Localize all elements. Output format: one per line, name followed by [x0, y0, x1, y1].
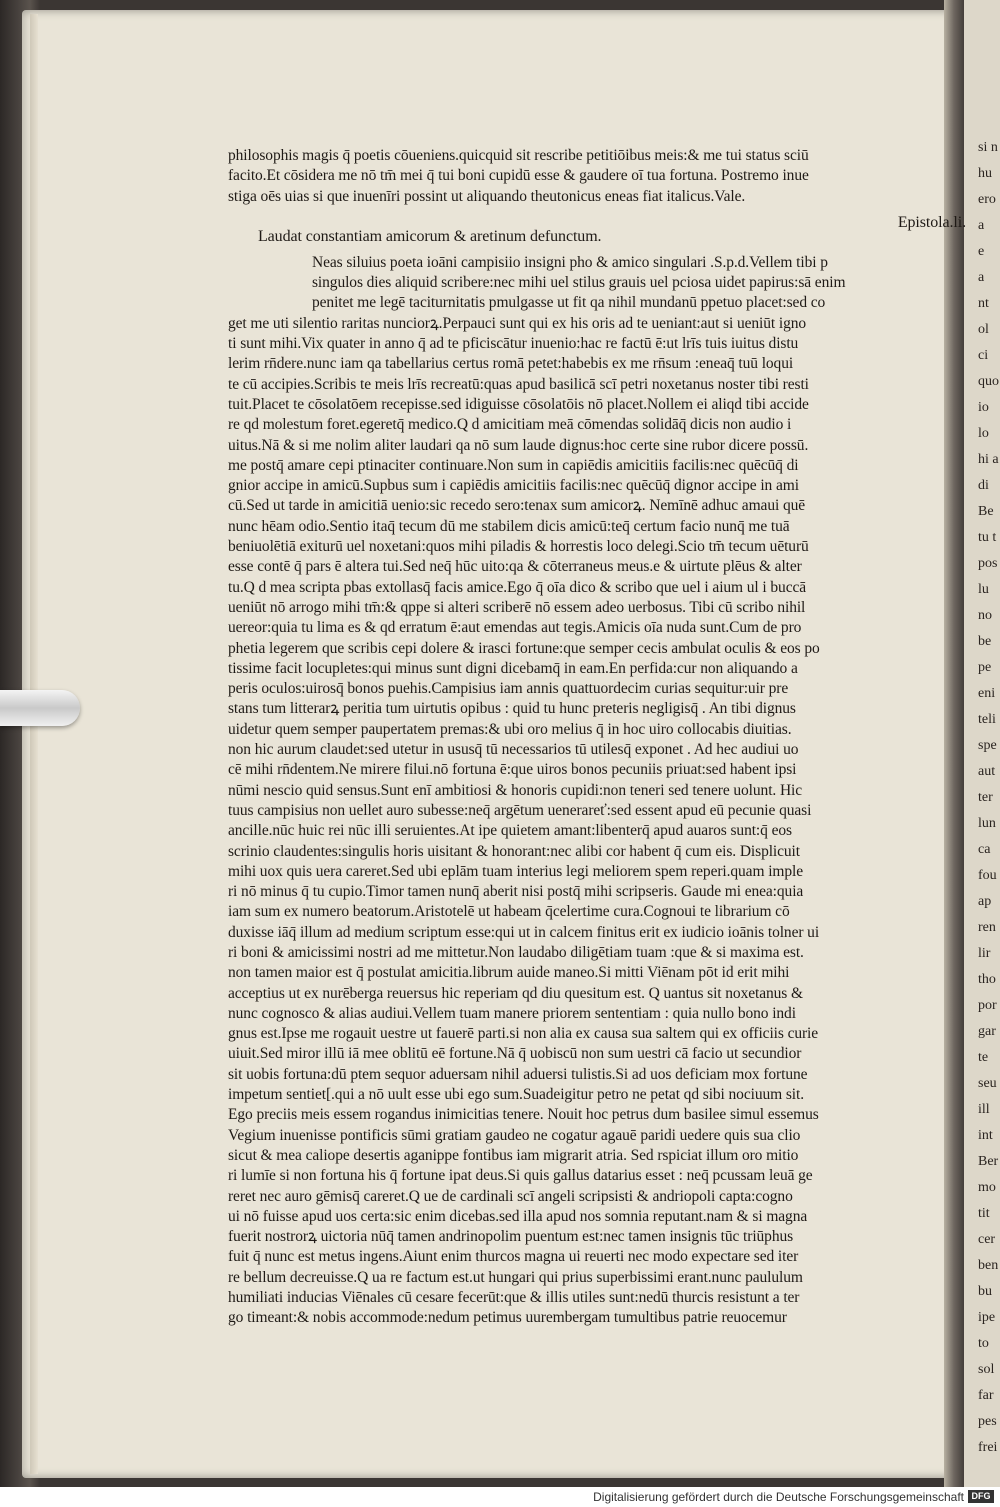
- text-line: facito.Et cōsidera me nō tm̄ mei q̄ tui boni cupidū esse & gaudere oī tua fortuna. Postremo inue: [228, 167, 809, 185]
- facing-page-fragment: far: [978, 1388, 994, 1403]
- letter-body: [228, 253, 948, 1329]
- epistola-number: Epistola.li.: [897, 213, 966, 231]
- text-line: cū.Sed ut tarde in amicitiā uenio:sic recedo sero:tenax sum amicorꝝ. Nemīnē adhuc amaui quē: [228, 497, 806, 515]
- text-line: phetia legerem que scribis cepi dolere & irasci fortune:que semper cecis ambulat oculis & eos po: [228, 639, 820, 657]
- facing-page-fragment: no: [978, 608, 992, 623]
- text-line: sicut & mea caliope desertis aganippe fontibus iam migrarit atria. Sed rspiciat illum oro mitio: [228, 1146, 799, 1164]
- facing-page-fragment: nt: [978, 296, 989, 311]
- facing-page-fragment: si n: [978, 140, 998, 155]
- text-line: cē mihi rn̄dentem.Ne mirere filui.nō fortuna ē:que uiros bonos pecuniis priuat:sed habent ipsi: [228, 761, 797, 779]
- facing-page-fragment: ter: [978, 790, 993, 805]
- text-line: Vegium inuenisse pontificis sūmi gratiam gaudeo ne cogatur agauē paridi uedere quis sua clio: [228, 1126, 801, 1144]
- text-line: non hic aurum claudet:sed utetur in ususq̄ tū necessarios tū utilesq̄ exponet . Ad hec audiui uo: [228, 741, 799, 759]
- facing-page-fragment: tit: [978, 1206, 990, 1221]
- facing-page-fragment: pes: [978, 1414, 997, 1429]
- text-line: re qd molestum foret.egeretq̄ medico.Q d amicitiam meā cōmendas solidāq̄ dicis non audio i: [228, 416, 792, 434]
- text-line: lerim rn̄dere.nunc iam qa tabellarius certus romā petet:habebis ex me rn̄sum :eneaq̄ tuū loqui: [228, 355, 794, 373]
- facing-page-fragment: ipe: [978, 1310, 996, 1325]
- facing-page-fragment: hi a: [978, 452, 999, 467]
- text-line: Neas siluius poeta ioāni campisiio insigni pho & amico singulari .S.p.d.Vellem tibi p: [312, 253, 828, 271]
- facing-page-fragment: io: [978, 400, 989, 415]
- facing-page-fragment: aut: [978, 764, 996, 779]
- facing-page-fragment: ero: [978, 192, 996, 207]
- facing-page-fragment: lir: [978, 946, 991, 961]
- text-line: re bellum decreuisse.Q ua re factum est.ut hungari qui prius superbissimi erant.nunc paululum: [228, 1268, 803, 1286]
- facing-page-fragment: e: [978, 244, 985, 259]
- letter-heading: [228, 213, 966, 253]
- text-line: nunc cognosco & alias audiui.Vellem tuam manere priorem sententiam : quia nullo bono indi: [228, 1004, 796, 1022]
- text-line: fuerit nostrorꝝ uictoria nūq̄ tamen andrinopolim puentum est:nec tamen insignis tūc triūphus: [228, 1228, 794, 1246]
- text-line: stiga oēs uias si que inuenīri possint ut aliquando theutonicus eneas fiat italicus.Vale.: [228, 187, 746, 205]
- facing-page-fragment: seu: [978, 1076, 997, 1091]
- facing-page-fragment: pe: [978, 660, 992, 675]
- facing-page-fragment: a: [978, 270, 985, 285]
- facing-page-fragment: tho: [978, 972, 996, 987]
- text-line: fuit q̄ nunc est metus ingens.Aiunt enim thurcos magna ui reuerti nec modo expectare sed iter: [228, 1248, 799, 1266]
- text-line: humiliati inducias Viēnales cū cesare fecerūt:que & illis utiles sunt:nedū thurcis resistunt a ter: [228, 1289, 800, 1307]
- text-line: gnus est.Ipse me rogauit uestre ut fauerē parti.si non alia ex causa sua saltem qui ex officiis curie: [228, 1025, 819, 1043]
- facing-page-fragment: eni: [978, 686, 996, 701]
- facing-page-fragment: ci: [978, 348, 989, 363]
- text-line: duxisse iāq̄ illum ad medium scriptum esse:qui ut in calcem finitus erit ex iudicio ioānis tolner ui: [228, 923, 820, 941]
- text-line: uereor:quia tu lima es & qd erratum ē:aut emendas aut tegis.Amicis oīa nuda sunt.Cum de pro: [228, 619, 802, 637]
- digitization-footer: [0, 1487, 1000, 1507]
- footer-credit: Digitalisierung gefördert durch die Deutsche Forschungsgemeinschaft: [593, 1490, 964, 1504]
- text-line: ancille.nūc huic rei nūc illi seruientes.At ipe quietem amant:libenterq̄ apud auaros sunt:q̄ eos: [228, 822, 792, 840]
- text-line: ti sunt mihi.Vix quater in anno q̄ ad te pficiscātur inuenio:hac re factū ē:ut lrīs tuis iuitus distu: [228, 335, 799, 353]
- facing-page-fragment: lu: [978, 582, 989, 597]
- facing-page-fragment: pos: [978, 556, 998, 571]
- text-line: ueniūt nō arrogo mihi tm̄:& qppe si alteri scriberē nō essem adeo uerbosus. Tibi cū scribo nihil: [228, 598, 806, 616]
- facing-page-fragment: mo: [978, 1180, 996, 1195]
- facing-page-fragment: fou: [978, 868, 997, 883]
- text-line: ri nō minus q̄ tu cupio.Timor tamen nunq̄ aberit nisi postq̄ mihi scripseris. Gaude mi enea:quia: [228, 883, 804, 901]
- text-line: penitet me legē taciturnitatis pmulgasse ut fit qa nihil mundanū ppetuo placet:sed co: [312, 294, 826, 312]
- facing-page-fragment: por: [978, 998, 997, 1013]
- text-line: ui nō fuisse apud uos certa:sic enim dicebas.sed illa apud nos somnia reputant.nam & si magna: [228, 1207, 808, 1225]
- facing-page-edge: [964, 0, 1000, 1487]
- facing-page-fragment: to: [978, 1336, 989, 1351]
- text-line: uidetur quem semper paupertatem premas:& ubi oro melius q̄ in hoc uiro collocabis diuitias.: [228, 720, 792, 738]
- text-line: philosophis magis q̄ poetis cōueniens.quicquid sit rescribe petitiōibus meis:& me tui status sciū: [228, 147, 809, 164]
- text-line: tissime facit locupletes:qui minus sunt digni dicebamq̄ in eam.En perfida:cur non aliquando a: [228, 659, 798, 677]
- text-line: go timeant:& nobis accommode:nedum petimus uurembergam tumultibus patrie reuocemur: [228, 1309, 787, 1327]
- page-stack-edge: [30, 14, 38, 1474]
- text-line: acceptius ut ex nurēberga reuersus hic reperiam qd diu quesitum est. Q uantus sit noxetanus &: [228, 984, 803, 1002]
- facing-page-fragment: lo: [978, 426, 989, 441]
- text-line: tuus campisius non uellet auro subesse:neq̄ argētum uenerareť:sed essent apud eū pecunie quasi: [228, 801, 812, 819]
- text-line: esse contē q̄ pars ē altera tui.Sed neq̄ hūc uito:qa & cōterraneus meus.e & uirtute plēus & alter: [228, 558, 802, 576]
- facing-page-fragment: sol: [978, 1362, 995, 1377]
- facing-page-fragment: ill: [978, 1102, 990, 1117]
- facing-page-fragment: Be: [978, 504, 994, 519]
- facing-page-fragment: ren: [978, 920, 996, 935]
- text-line: uitus.Nā & si me nolim aliter laudari qa nō sum laude dignus:hoc certe sine rubor dicere possū.: [228, 436, 809, 454]
- facing-page-fragment: te: [978, 1050, 989, 1065]
- facing-page-fragment: ol: [978, 322, 989, 337]
- facing-page-fragment: a: [978, 218, 985, 233]
- letter-text: [228, 146, 966, 1329]
- facing-page-fragment: hu: [978, 166, 992, 181]
- text-line: impetum sentiet[.qui a nō uult esse ubi ego sum.Suadeigitur petro ne petat qd sibi nociuum sit.: [228, 1086, 804, 1104]
- facing-page-fragment: gar: [978, 1024, 996, 1039]
- text-line: stans tum litterarꝝ peritia tum uirtutis opibus : quid tu hunc preteris negligisq̄ . An tibi dignus: [228, 700, 796, 718]
- facing-page-fragment: di: [978, 478, 989, 493]
- text-line: iam sum ex numero beatorum.Aristotelē ut habeam q̄celertime cura.Cognoui te librarium cō: [228, 903, 790, 921]
- facing-page-fragment: ap: [978, 894, 992, 909]
- facing-page-fragment: be: [978, 634, 992, 649]
- text-line: uiuit.Sed miror illū iā mee oblitū eē fortune.Nā q̄ uobiscū non sum uestri cā facio ut secundior: [228, 1045, 802, 1063]
- text-line: ri boni & amicissimi nostri ad me mittetur.Non laudabo diligētiam tuam :que & si maxima est.: [228, 943, 804, 961]
- text-line: te cū accipies.Scribis te meis lrīs recreatū:quas apud basilicā scī petri noxetanus noster tibi resti: [228, 375, 809, 393]
- facing-page-fragment: lun: [978, 816, 996, 831]
- text-line: sit uobis fortuna:dū ptem sequor aduersam nihil aduersi tulistis.Si ad uos deficiam mox fortune: [228, 1065, 808, 1083]
- text-line: beniuolētiā exiturū uel noxetani:quos mihi piladis & horrestis loco delegi.Scio tm̄ tecum uēturū: [228, 538, 809, 556]
- dfg-logo: DFG: [968, 1490, 994, 1503]
- facing-page-fragment: ca: [978, 842, 991, 857]
- text-line: Ego preciis meis essem rogandus inimicitias tenere. Nouit hoc petrus dum basilee simul essemus: [228, 1106, 819, 1124]
- facing-page-fragment: ben: [978, 1258, 999, 1273]
- text-line: get me uti silentio raritas nunciorꝝ.Perpauci sunt qui ex his oris ad te ueniant:aut si ueniūt igno: [228, 314, 807, 332]
- text-line: me postq̄ amare cepi ptinaciter continuare.Non sum in capiēdis amicitiis facilis:nec quēcūq̄ di: [228, 456, 799, 474]
- text-line: nunc hēam odio.Sentio itaq̄ tecum dū me stabilem dicis amicū:teq̄ certum facio nunq̄ me tuā: [228, 517, 790, 535]
- text-line: gnior accipe in amicū.Supbus sum i capiēdis amicitiis facilis:nec quēcūq̄ dignor accipe in ami: [228, 477, 799, 495]
- text-line: scrinio claudentes:singulis horis uisitant & honorant:nec alibi cor habent q̄ cum eis. Displicuit: [228, 842, 800, 860]
- facing-page-fragment: frei: [978, 1440, 998, 1455]
- page-holder-clip: [0, 690, 80, 726]
- facing-page-fragment: quo: [978, 374, 999, 389]
- facing-page-fragment: cer: [978, 1232, 996, 1247]
- text-line: nūmi nescio quid sensus.Sunt enī ambitiosi & honoris cupidi:non teneri sed tenere uolunt. Hic: [228, 781, 803, 799]
- facing-page-fragment: int: [978, 1128, 993, 1143]
- facing-page-fragment: Ber: [978, 1154, 999, 1169]
- facing-page-fragment: bu: [978, 1284, 992, 1299]
- text-line: reret nec auro gēmisq̄ careret.Q ue de cardinali scī angeli scripsisti & andriopoli capta:cogno: [228, 1187, 793, 1205]
- text-line: mihi uox quis uera careret.Sed ubi eplām tuam interius legi meliorem spem reperi.quam imple: [228, 862, 803, 880]
- letter-summary: Laudat constantiam amicorum & aretinum defunctum.: [258, 227, 602, 245]
- text-line: non tamen maior est q̄ postulat amicitia.librum auide maneo.Si mitti Viēnam pōt id erit mihi: [228, 964, 790, 982]
- facing-page-fragment: teli: [978, 712, 996, 727]
- facing-page-fragment: spe: [978, 738, 997, 753]
- text-line: singulos dies aliquid scribere:nec mihi uel stilus grauis uel pciosa uidet papirus:sā enim: [312, 274, 846, 292]
- text-line: peris oculos:uirosq̄ bonos puehis.Campisius iam annis quattuordecim curias sequitur:uir pre: [228, 680, 789, 698]
- facing-page-fragment: tu t: [978, 530, 997, 545]
- text-line: ri lumīe si non fortuna his q̄ fortune ipat deus.Si quis gallus datarius esset : neq̄ pcussam leuā ge: [228, 1167, 813, 1185]
- text-line: tuit.Placet te cōsolatōem recepisse.sed idiguisse cōsolatōis nō placet.Nollem ei aliqd tibi accide: [228, 395, 809, 413]
- text-line: tu.Q d mea scripta pbas extollasq̄ facis amice.Ego q̄ oīa dico & scribo que uel i aium ul i buccā: [228, 578, 807, 596]
